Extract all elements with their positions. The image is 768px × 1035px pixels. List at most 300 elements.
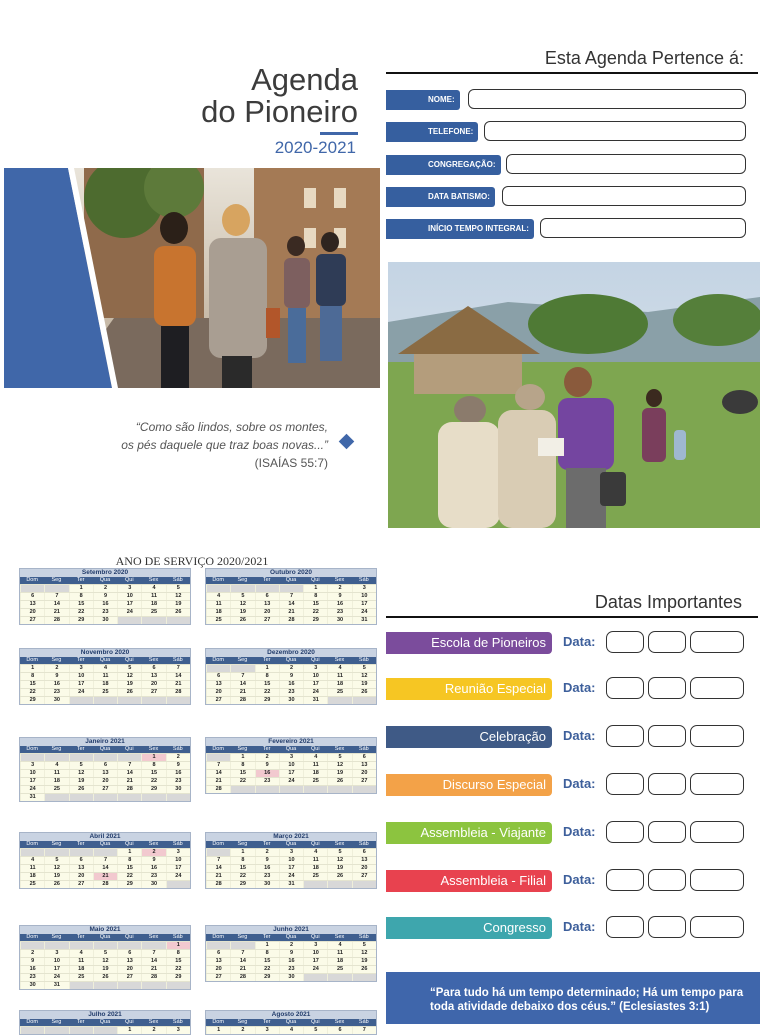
day-cell: 9 (279, 673, 303, 680)
weekday-label: Dom (212, 577, 224, 583)
empty-day-cell (93, 1027, 117, 1034)
empty-day-cell (141, 982, 165, 989)
day-cell: 2 (255, 849, 279, 856)
day-cell: 14 (93, 865, 117, 872)
empty-day-cell (166, 697, 190, 704)
weekday-label: Dom (26, 657, 38, 663)
day-cell: 23 (279, 689, 303, 696)
event-month-input[interactable] (648, 631, 686, 653)
month-name: Maio 2021 (20, 926, 190, 934)
week-row (206, 864, 376, 872)
day-cell: 2 (44, 665, 68, 672)
day-cell: 24 (117, 609, 141, 616)
weekday-row (20, 934, 190, 941)
day-cell: 28 (279, 617, 303, 624)
day-cell: 27 (69, 881, 93, 888)
weekday-row (20, 746, 190, 753)
day-cell: 3 (279, 754, 303, 761)
weekday-label: Sex (148, 577, 159, 583)
day-cell: 2 (255, 754, 279, 761)
day-cell: 5 (352, 942, 376, 949)
day-cell: 18 (327, 681, 351, 688)
day-cell: 11 (206, 601, 230, 608)
day-cell: 20 (69, 873, 93, 880)
empty-day-cell (166, 794, 190, 801)
empty-day-cell (69, 942, 93, 949)
weekday-label: Qui (124, 657, 134, 663)
week-row (206, 600, 376, 608)
event-day-input[interactable] (606, 821, 644, 843)
event-date-label: Data: (563, 680, 596, 695)
event-day-input[interactable] (606, 677, 644, 699)
empty-day-cell (20, 1027, 44, 1034)
weekday-label: Qua (285, 841, 297, 847)
week-row (20, 949, 190, 957)
day-cell: 1 (20, 665, 44, 672)
day-cell: 23 (327, 609, 351, 616)
weekday-label: Qua (99, 657, 111, 663)
empty-day-cell (327, 697, 351, 704)
empty-day-cell (166, 617, 190, 624)
day-cell: 18 (303, 865, 327, 872)
week-row (20, 584, 190, 592)
congregacao-input[interactable] (506, 154, 746, 174)
event-day-input[interactable] (606, 869, 644, 891)
week-row (206, 592, 376, 600)
day-cell: 26 (117, 689, 141, 696)
empty-day-cell (352, 697, 376, 704)
day-cell: 8 (255, 673, 279, 680)
empty-day-cell (230, 786, 254, 793)
empty-day-cell (117, 794, 141, 801)
day-cell: 30 (279, 697, 303, 704)
weekday-label: Dom (212, 657, 224, 663)
day-cell: 1 (255, 665, 279, 672)
weekday-label: Sáb (358, 746, 369, 752)
day-cell: 10 (44, 958, 68, 965)
day-cell: 2 (20, 950, 44, 957)
day-cell: 15 (303, 601, 327, 608)
event-day-input[interactable] (606, 773, 644, 795)
day-cell: 7 (230, 950, 254, 957)
week-row (20, 864, 190, 872)
month-name: Fevereiro 2021 (206, 738, 376, 746)
empty-day-cell (352, 786, 376, 793)
empty-day-cell (44, 585, 68, 592)
weekday-label: Qua (285, 1019, 297, 1025)
event-name-bar: Reunião Especial (386, 678, 552, 700)
event-date-label: Data: (563, 824, 596, 839)
day-cell: 13 (20, 601, 44, 608)
day-cell: 28 (44, 617, 68, 624)
cover-title-line2: do Pioneiro (201, 94, 358, 129)
week-row (20, 680, 190, 688)
weekday-label: Sex (334, 1019, 345, 1025)
weekday-label: Sex (148, 1019, 159, 1025)
month-name: Dezembro 2020 (206, 649, 376, 657)
weekday-label: Sex (148, 657, 159, 663)
day-cell: 30 (166, 786, 190, 793)
day-cell: 17 (20, 778, 44, 785)
day-cell: 1 (255, 942, 279, 949)
day-cell: 26 (166, 609, 190, 616)
day-cell: 11 (327, 673, 351, 680)
day-cell: 15 (230, 865, 254, 872)
day-cell: 4 (93, 665, 117, 672)
day-cell: 19 (69, 778, 93, 785)
day-cell: 24 (166, 873, 190, 880)
empty-day-cell (117, 754, 141, 761)
day-cell: 18 (327, 958, 351, 965)
owner-title: Esta Agenda Pertence á: (544, 48, 744, 68)
weekday-label: Ter (262, 1019, 271, 1025)
day-cell: 23 (166, 778, 190, 785)
event-name-bar: Celebração (386, 726, 552, 748)
field-ministry-photo (388, 262, 760, 528)
event-date-label: Data: (563, 919, 596, 934)
event-month-input[interactable] (648, 916, 686, 938)
day-cell: 19 (352, 681, 376, 688)
day-cell: 16 (141, 865, 165, 872)
day-cell: 21 (93, 873, 117, 880)
week-row (20, 981, 190, 989)
weekday-label: Sáb (358, 577, 369, 583)
day-cell: 25 (303, 778, 327, 785)
day-cell: 2 (327, 585, 351, 592)
empty-day-cell (93, 849, 117, 856)
day-cell: 7 (117, 762, 141, 769)
weekday-label: Ter (76, 841, 85, 847)
day-cell: 30 (255, 881, 279, 888)
weekday-label: Seg (237, 746, 248, 752)
weekday-label: Qui (124, 577, 134, 583)
weekday-label: Seg (51, 934, 62, 940)
event-month-input[interactable] (648, 869, 686, 891)
weekday-row (206, 577, 376, 584)
day-cell: 11 (303, 762, 327, 769)
day-cell: 21 (230, 689, 254, 696)
day-cell: 9 (327, 593, 351, 600)
weekday-label: Seg (51, 841, 62, 847)
owner-page (384, 0, 768, 530)
day-cell: 20 (255, 609, 279, 616)
nome-input[interactable] (468, 89, 746, 109)
event-year-input[interactable] (690, 631, 744, 653)
weekday-label: Qua (99, 934, 111, 940)
day-cell: 27 (141, 689, 165, 696)
weekday-label: Ter (262, 657, 271, 663)
day-cell: 21 (166, 681, 190, 688)
empty-day-cell (69, 754, 93, 761)
day-cell: 24 (20, 786, 44, 793)
day-cell: 25 (69, 974, 93, 981)
day-cell: 30 (20, 982, 44, 989)
day-cell: 18 (69, 966, 93, 973)
day-cell: 26 (327, 873, 351, 880)
empty-day-cell (166, 982, 190, 989)
event-year-input[interactable] (690, 677, 744, 699)
day-cell: 3 (117, 585, 141, 592)
day-cell: 4 (327, 942, 351, 949)
weekday-label: Seg (51, 577, 62, 583)
weekday-label: Dom (212, 841, 224, 847)
empty-day-cell (206, 849, 230, 856)
week-row (206, 761, 376, 769)
day-cell: 7 (352, 1027, 376, 1034)
cover-title-line1: Agenda (251, 62, 358, 97)
day-cell: 3 (255, 1027, 279, 1034)
day-cell: 27 (255, 617, 279, 624)
telefone-input[interactable] (484, 121, 746, 141)
day-cell: 17 (117, 601, 141, 608)
day-cell: 15 (69, 601, 93, 608)
empty-day-cell (69, 697, 93, 704)
event-year-input[interactable] (690, 773, 744, 795)
day-cell: 22 (20, 689, 44, 696)
day-cell: 16 (279, 681, 303, 688)
day-cell: 22 (230, 873, 254, 880)
day-cell: 11 (93, 673, 117, 680)
event-day-input[interactable] (606, 916, 644, 938)
day-cell: 13 (93, 770, 117, 777)
day-cell: 26 (93, 974, 117, 981)
day-cell: 23 (20, 974, 44, 981)
day-cell: 2 (141, 849, 165, 856)
event-year-input[interactable] (690, 821, 744, 843)
event-date-label: Data: (563, 634, 596, 649)
weekday-label: Sex (148, 934, 159, 940)
week-row (206, 848, 376, 856)
day-cell: 27 (352, 873, 376, 880)
month-name: Janeiro 2021 (20, 738, 190, 746)
weekday-label: Sáb (358, 657, 369, 663)
empty-day-cell (69, 794, 93, 801)
event-year-input[interactable] (690, 725, 744, 747)
day-cell: 25 (93, 689, 117, 696)
event-month-input[interactable] (648, 677, 686, 699)
day-cell: 7 (279, 593, 303, 600)
day-cell: 15 (255, 958, 279, 965)
day-cell: 8 (69, 593, 93, 600)
month-calendar (19, 1010, 191, 1035)
cover-quote-reference: (ISAÍAS 55:7) (254, 456, 328, 470)
week-row (20, 592, 190, 600)
day-cell: 6 (141, 665, 165, 672)
day-cell: 27 (117, 974, 141, 981)
month-name: Março 2021 (206, 833, 376, 841)
day-cell: 22 (255, 966, 279, 973)
important-dates-page (384, 540, 768, 1024)
day-cell: 6 (352, 754, 376, 761)
day-cell: 9 (279, 950, 303, 957)
weekday-row (206, 841, 376, 848)
day-cell: 25 (141, 609, 165, 616)
weekday-label: Ter (76, 746, 85, 752)
day-cell: 14 (279, 601, 303, 608)
weekday-label: Ter (262, 841, 271, 847)
cover-photo (4, 168, 380, 388)
day-cell: 12 (352, 950, 376, 957)
day-cell: 21 (44, 609, 68, 616)
empty-day-cell (141, 942, 165, 949)
event-month-input[interactable] (648, 773, 686, 795)
weekday-label: Qui (124, 934, 134, 940)
week-row (206, 753, 376, 761)
day-cell: 1 (117, 1027, 141, 1034)
day-cell: 3 (279, 849, 303, 856)
week-row (20, 696, 190, 704)
week-row (20, 600, 190, 608)
day-cell: 8 (303, 593, 327, 600)
day-cell: 17 (44, 966, 68, 973)
day-cell: 7 (206, 857, 230, 864)
day-cell: 20 (206, 966, 230, 973)
week-row (206, 664, 376, 672)
inicio-tempo-integral-input[interactable] (540, 218, 746, 238)
weekday-label: Qua (285, 577, 297, 583)
empty-day-cell (255, 786, 279, 793)
day-cell: 11 (44, 770, 68, 777)
day-cell: 20 (206, 689, 230, 696)
day-cell: 2 (166, 754, 190, 761)
day-cell: 13 (69, 865, 93, 872)
day-cell: 29 (255, 697, 279, 704)
empty-day-cell (141, 794, 165, 801)
month-name: Abril 2021 (20, 833, 190, 841)
day-cell: 24 (44, 974, 68, 981)
weekday-label: Dom (26, 1019, 38, 1025)
day-cell: 3 (166, 849, 190, 856)
day-cell: 7 (93, 857, 117, 864)
data-batismo-input[interactable] (502, 186, 746, 206)
day-cell: 16 (255, 865, 279, 872)
day-cell: 25 (327, 966, 351, 973)
week-row (206, 973, 376, 981)
empty-day-cell (44, 754, 68, 761)
calendar-heading: ANO DE SERVIÇO 2020/2021 (115, 554, 269, 568)
weekday-label: Sáb (172, 746, 183, 752)
weekday-row (206, 657, 376, 664)
day-cell: 31 (303, 697, 327, 704)
day-cell: 23 (44, 689, 68, 696)
day-cell: 19 (230, 609, 254, 616)
empty-day-cell (279, 786, 303, 793)
empty-day-cell (303, 974, 327, 981)
weekday-label: Sáb (172, 934, 183, 940)
day-cell: 19 (327, 865, 351, 872)
empty-day-cell (327, 881, 351, 888)
day-cell: 14 (230, 681, 254, 688)
day-cell: 8 (166, 950, 190, 957)
day-cell: 20 (117, 966, 141, 973)
month-calendar (19, 648, 191, 705)
empty-day-cell (93, 754, 117, 761)
day-cell: 19 (93, 966, 117, 973)
empty-day-cell (206, 665, 230, 672)
day-cell: 9 (166, 762, 190, 769)
weekday-label: Qua (99, 746, 111, 752)
day-cell: 10 (279, 857, 303, 864)
day-cell: 13 (117, 958, 141, 965)
day-cell: 29 (166, 974, 190, 981)
event-month-input[interactable] (648, 725, 686, 747)
verse-banner: “Para tudo há um tempo determinado; Há um tempo para toda atividade debaixo dos céus.” (Eclesiastes 3:1) (386, 972, 760, 1024)
weekday-label: Dom (212, 934, 224, 940)
day-cell: 5 (327, 849, 351, 856)
event-name-bar: Congresso (386, 917, 552, 939)
empty-day-cell (44, 794, 68, 801)
field-telefone-label: TELEFONE: (386, 122, 478, 142)
empty-day-cell (206, 942, 230, 949)
event-day-input[interactable] (606, 631, 644, 653)
empty-day-cell (44, 1027, 68, 1034)
day-cell: 19 (166, 601, 190, 608)
day-cell: 9 (20, 958, 44, 965)
day-cell: 2 (141, 1027, 165, 1034)
day-cell: 27 (20, 617, 44, 624)
event-date-label: Data: (563, 872, 596, 887)
day-cell: 9 (93, 593, 117, 600)
day-cell: 5 (352, 665, 376, 672)
day-cell: 7 (166, 665, 190, 672)
day-cell: 24 (303, 966, 327, 973)
day-cell: 18 (93, 681, 117, 688)
day-cell: 12 (230, 601, 254, 608)
event-month-input[interactable] (648, 821, 686, 843)
day-cell: 28 (117, 786, 141, 793)
day-cell: 16 (166, 770, 190, 777)
day-cell: 15 (255, 681, 279, 688)
week-row (20, 769, 190, 777)
day-cell: 12 (69, 770, 93, 777)
day-cell: 28 (230, 974, 254, 981)
weekday-label: Qua (285, 934, 297, 940)
day-cell: 14 (141, 958, 165, 965)
day-cell: 17 (303, 958, 327, 965)
day-cell: 27 (206, 697, 230, 704)
event-year-input[interactable] (690, 869, 744, 891)
day-cell: 24 (352, 609, 376, 616)
month-calendar (205, 925, 377, 982)
day-cell: 14 (206, 865, 230, 872)
day-cell: 4 (279, 1027, 303, 1034)
weekday-label: Ter (262, 934, 271, 940)
empty-day-cell (141, 617, 165, 624)
weekday-label: Sex (148, 746, 159, 752)
day-cell: 11 (303, 857, 327, 864)
event-day-input[interactable] (606, 725, 644, 747)
day-cell: 5 (44, 857, 68, 864)
event-year-input[interactable] (690, 916, 744, 938)
month-calendar (205, 648, 377, 705)
day-cell: 10 (20, 770, 44, 777)
day-cell: 5 (117, 665, 141, 672)
day-cell: 18 (303, 770, 327, 777)
day-cell: 3 (303, 665, 327, 672)
day-cell: 17 (279, 770, 303, 777)
month-calendar (19, 568, 191, 625)
day-cell: 10 (303, 673, 327, 680)
day-cell: 26 (69, 786, 93, 793)
day-cell: 16 (93, 601, 117, 608)
month-name: Novembro 2020 (20, 649, 190, 657)
day-cell: 12 (352, 673, 376, 680)
weekday-label: Ter (262, 746, 271, 752)
day-cell: 9 (255, 762, 279, 769)
week-row (206, 941, 376, 949)
day-cell: 5 (230, 593, 254, 600)
day-cell: 30 (93, 617, 117, 624)
